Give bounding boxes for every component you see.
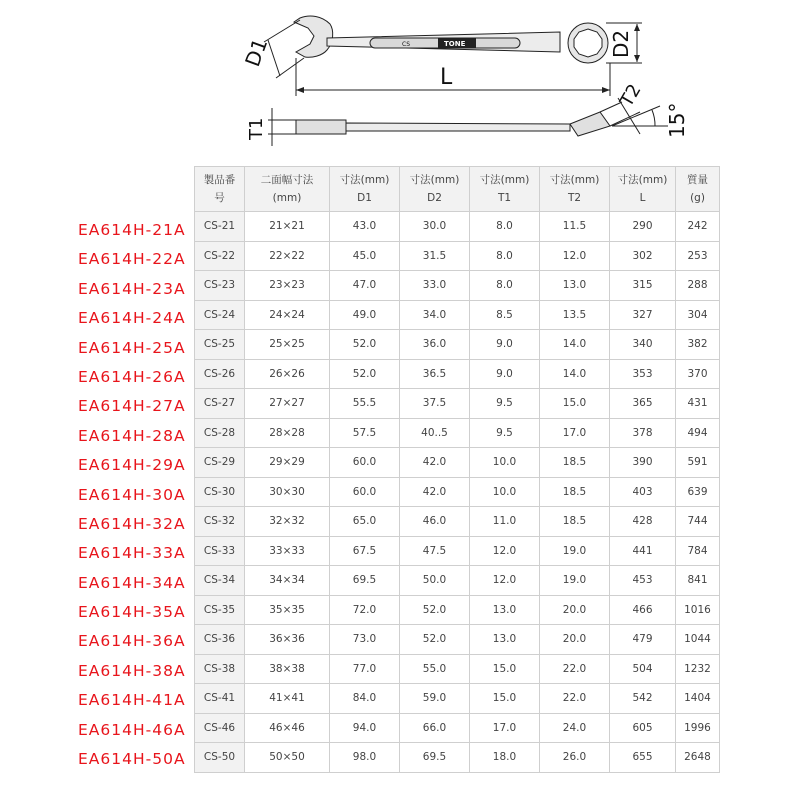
table-cell: 18.5: [540, 477, 610, 507]
table-cell: 15.0: [470, 654, 540, 684]
table-cell: 365: [610, 389, 676, 419]
table-cell: 784: [676, 536, 720, 566]
table-row: [195, 566, 720, 596]
model-number: EA614H-35A: [78, 603, 186, 622]
column-header-line1: 製品番: [203, 174, 236, 186]
table-cell: 35×35: [245, 595, 330, 625]
table-cell: 60.0: [330, 477, 400, 507]
model-number: EA614H-21A: [78, 221, 186, 239]
model-number: EA614H-38A: [78, 661, 186, 680]
table-cell: 9.5: [470, 389, 540, 419]
table-cell: CS-26: [195, 359, 245, 389]
table-cell: CS-46: [195, 713, 245, 743]
column-header-line1: 二面幅寸法: [260, 174, 314, 186]
table-row: [195, 536, 720, 566]
table-cell: 1232: [676, 654, 720, 684]
table-cell: 841: [676, 566, 720, 596]
table-cell: 69.5: [330, 566, 400, 596]
model-number-list: [78, 216, 186, 774]
table-cell: 33×33: [245, 536, 330, 566]
table-cell: 479: [610, 625, 676, 655]
table-cell: 38×38: [245, 654, 330, 684]
table-cell: 60.0: [330, 448, 400, 478]
model-number: EA614H-41A: [78, 691, 186, 710]
column-header-line2: (mm): [272, 192, 302, 204]
column-header-line2: T2: [567, 192, 582, 204]
table-cell: 42.0: [400, 477, 470, 507]
wrench-cs-mark: CS: [402, 41, 410, 48]
table-cell: CS-22: [195, 241, 245, 271]
table-row: [195, 359, 720, 389]
table-cell: 36.5: [400, 359, 470, 389]
model-number: EA614H-25A: [78, 338, 186, 357]
table-row: [195, 330, 720, 360]
table-cell: 36.0: [400, 330, 470, 360]
model-number: EA614H-29A: [78, 456, 186, 475]
table-cell: 15.0: [470, 684, 540, 714]
table-cell: 11.0: [470, 507, 540, 537]
label-d1: D1: [240, 35, 273, 70]
model-number: EA614H-50A: [78, 750, 186, 769]
table-cell: 9.0: [470, 330, 540, 360]
table-cell: 302: [610, 241, 676, 271]
table-cell: 94.0: [330, 713, 400, 743]
column-header-line2: (g): [690, 192, 705, 204]
table-row: [195, 477, 720, 507]
table-cell: 504: [610, 654, 676, 684]
table-cell: 24×24: [245, 300, 330, 330]
table-cell: 8.0: [470, 212, 540, 242]
table-cell: 655: [610, 743, 676, 773]
table-cell: 47.0: [330, 271, 400, 301]
table-cell: 13.0: [470, 595, 540, 625]
column-header: [540, 167, 610, 212]
table-cell: 23×23: [245, 271, 330, 301]
table-row: [195, 713, 720, 743]
table-cell: 55.0: [400, 654, 470, 684]
table-row: [195, 743, 720, 773]
column-header: [676, 167, 720, 212]
table-cell: 43.0: [330, 212, 400, 242]
table-cell: 382: [676, 330, 720, 360]
table-cell: 31.5: [400, 241, 470, 271]
table-cell: 73.0: [330, 625, 400, 655]
table-cell: 403: [610, 477, 676, 507]
table-row: [195, 271, 720, 301]
table-cell: 22.0: [540, 654, 610, 684]
table-cell: 9.0: [470, 359, 540, 389]
model-number: EA614H-22A: [78, 250, 186, 269]
table-cell: 8.5: [470, 300, 540, 330]
model-number: EA614H-23A: [78, 279, 186, 298]
column-header: [245, 167, 330, 212]
table-cell: 27×27: [245, 389, 330, 419]
table-cell: 20.0: [540, 595, 610, 625]
table-cell: 12.0: [470, 566, 540, 596]
table-cell: CS-27: [195, 389, 245, 419]
table-cell: CS-34: [195, 566, 245, 596]
table-cell: 66.0: [400, 713, 470, 743]
table-cell: 33.0: [400, 271, 470, 301]
table-cell: 494: [676, 418, 720, 448]
table-cell: 67.5: [330, 536, 400, 566]
model-number: EA614H-26A: [78, 367, 186, 386]
table-row: [195, 507, 720, 537]
table-cell: 18.5: [540, 448, 610, 478]
table-cell: 50×50: [245, 743, 330, 773]
table-cell: 22×22: [245, 241, 330, 271]
table-row: [195, 212, 720, 242]
label-t1: T1: [246, 117, 267, 140]
table-cell: CS-33: [195, 536, 245, 566]
table-cell: 41×41: [245, 684, 330, 714]
table-cell: 9.5: [470, 418, 540, 448]
table-row: [195, 654, 720, 684]
table-cell: 52.0: [330, 359, 400, 389]
table-cell: 29×29: [245, 448, 330, 478]
column-header-line2: L: [639, 192, 646, 204]
table-cell: 441: [610, 536, 676, 566]
table-cell: 744: [676, 507, 720, 537]
table-cell: CS-24: [195, 300, 245, 330]
table-cell: 84.0: [330, 684, 400, 714]
model-number: EA614H-27A: [78, 397, 186, 416]
column-header: [330, 167, 400, 212]
table-cell: 378: [610, 418, 676, 448]
table-cell: 34×34: [245, 566, 330, 596]
table-cell: 2648: [676, 743, 720, 773]
table-cell: CS-23: [195, 271, 245, 301]
model-number: EA614H-36A: [78, 632, 186, 651]
table-cell: 20.0: [540, 625, 610, 655]
column-header: [470, 167, 540, 212]
table-cell: 8.0: [470, 271, 540, 301]
table-cell: 253: [676, 241, 720, 271]
table-cell: 14.0: [540, 330, 610, 360]
table-cell: CS-30: [195, 477, 245, 507]
table-cell: 12.0: [470, 536, 540, 566]
table-cell: 242: [676, 212, 720, 242]
table-cell: CS-35: [195, 595, 245, 625]
table-cell: 1016: [676, 595, 720, 625]
table-cell: 34.0: [400, 300, 470, 330]
table-cell: 21×21: [245, 212, 330, 242]
table-cell: 370: [676, 359, 720, 389]
wrench-brand-mark: TONE: [444, 40, 466, 48]
table-cell: 30×30: [245, 477, 330, 507]
table-cell: 52.0: [330, 330, 400, 360]
table-cell: 353: [610, 359, 676, 389]
table-cell: 30.0: [400, 212, 470, 242]
table-cell: 453: [610, 566, 676, 596]
table-cell: 17.0: [470, 713, 540, 743]
table-cell: 36×36: [245, 625, 330, 655]
table-cell: 1996: [676, 713, 720, 743]
model-number: EA614H-30A: [78, 485, 186, 504]
table-cell: 288: [676, 271, 720, 301]
table-cell: 52.0: [400, 625, 470, 655]
table-cell: CS-28: [195, 418, 245, 448]
table-cell: 428: [610, 507, 676, 537]
table-cell: 12.0: [540, 241, 610, 271]
model-number: EA614H-33A: [78, 544, 186, 563]
table-cell: 47.5: [400, 536, 470, 566]
table-header-row: [195, 167, 720, 212]
table-cell: 466: [610, 595, 676, 625]
table-row: [195, 448, 720, 478]
table-cell: 19.0: [540, 536, 610, 566]
column-header-line2: D1: [357, 192, 372, 204]
table-cell: 639: [676, 477, 720, 507]
table-row: [195, 684, 720, 714]
table-cell: 14.0: [540, 359, 610, 389]
table-row: [195, 595, 720, 625]
table-cell: 28×28: [245, 418, 330, 448]
table-cell: 591: [676, 448, 720, 478]
column-header-line2: 号: [214, 192, 225, 204]
table-cell: 17.0: [540, 418, 610, 448]
table-cell: CS-29: [195, 448, 245, 478]
column-header: [400, 167, 470, 212]
table-cell: 15.0: [540, 389, 610, 419]
table-body: [195, 212, 720, 773]
table-cell: 19.0: [540, 566, 610, 596]
table-cell: 290: [610, 212, 676, 242]
column-header: [610, 167, 676, 212]
label-d2: D2: [609, 29, 633, 58]
table-cell: 390: [610, 448, 676, 478]
model-number: EA614H-46A: [78, 720, 186, 739]
table-cell: 304: [676, 300, 720, 330]
table-cell: CS-41: [195, 684, 245, 714]
wrench-side-view: [296, 112, 610, 136]
table-cell: 1044: [676, 625, 720, 655]
column-header-line1: 質量: [687, 174, 708, 186]
table-cell: 18.0: [470, 743, 540, 773]
table-cell: 37.5: [400, 389, 470, 419]
table-cell: 46×46: [245, 713, 330, 743]
table-cell: 431: [676, 389, 720, 419]
column-header-line1: 寸法(mm): [549, 174, 600, 186]
table-cell: 52.0: [400, 595, 470, 625]
table-row: [195, 300, 720, 330]
table-row: [195, 241, 720, 271]
model-number: EA614H-34A: [78, 573, 186, 592]
column-header-line2: D2: [427, 192, 442, 204]
column-header-line1: 寸法(mm): [479, 174, 530, 186]
model-number: EA614H-24A: [78, 309, 186, 328]
table-cell: 542: [610, 684, 676, 714]
table-cell: 77.0: [330, 654, 400, 684]
table-cell: 11.5: [540, 212, 610, 242]
table-cell: 10.0: [470, 448, 540, 478]
table-cell: CS-25: [195, 330, 245, 360]
table-cell: 98.0: [330, 743, 400, 773]
table-cell: 59.0: [400, 684, 470, 714]
table-cell: 49.0: [330, 300, 400, 330]
table-cell: 69.5: [400, 743, 470, 773]
table-cell: 26×26: [245, 359, 330, 389]
model-number: EA614H-32A: [78, 514, 186, 533]
table-cell: 57.5: [330, 418, 400, 448]
table-cell: 26.0: [540, 743, 610, 773]
spec-table: [194, 166, 720, 773]
label-angle: 15°: [665, 102, 689, 138]
column-header-line1: 寸法(mm): [339, 174, 390, 186]
column-header-line2: T1: [497, 192, 512, 204]
table-cell: 24.0: [540, 713, 610, 743]
table-cell: CS-36: [195, 625, 245, 655]
table-cell: CS-38: [195, 654, 245, 684]
table-cell: 18.5: [540, 507, 610, 537]
table-cell: 327: [610, 300, 676, 330]
table-cell: 25×25: [245, 330, 330, 360]
table-cell: 605: [610, 713, 676, 743]
model-number: EA614H-28A: [78, 426, 186, 445]
wrench-dimension-diagram: [0, 0, 800, 160]
table-cell: 10.0: [470, 477, 540, 507]
column-header-line1: 寸法(mm): [617, 174, 668, 186]
column-header-line1: 寸法(mm): [409, 174, 460, 186]
label-l: L: [440, 65, 453, 90]
table-cell: 8.0: [470, 241, 540, 271]
table-cell: 55.5: [330, 389, 400, 419]
table-cell: 32×32: [245, 507, 330, 537]
table-cell: 65.0: [330, 507, 400, 537]
table-cell: CS-21: [195, 212, 245, 242]
table-cell: 45.0: [330, 241, 400, 271]
table-cell: 46.0: [400, 507, 470, 537]
table-cell: 72.0: [330, 595, 400, 625]
table-cell: 1404: [676, 684, 720, 714]
label-t2: T2: [616, 80, 646, 111]
table-cell: 22.0: [540, 684, 610, 714]
column-header: [195, 167, 245, 212]
table-cell: 315: [610, 271, 676, 301]
table-cell: 340: [610, 330, 676, 360]
table-cell: 40..5: [400, 418, 470, 448]
table-row: [195, 418, 720, 448]
table-row: [195, 389, 720, 419]
table-cell: 42.0: [400, 448, 470, 478]
table-cell: 13.0: [540, 271, 610, 301]
table-row: [195, 625, 720, 655]
table-cell: 13.0: [470, 625, 540, 655]
table-cell: 13.5: [540, 300, 610, 330]
table-cell: CS-32: [195, 507, 245, 537]
table-cell: 50.0: [400, 566, 470, 596]
table-cell: CS-50: [195, 743, 245, 773]
